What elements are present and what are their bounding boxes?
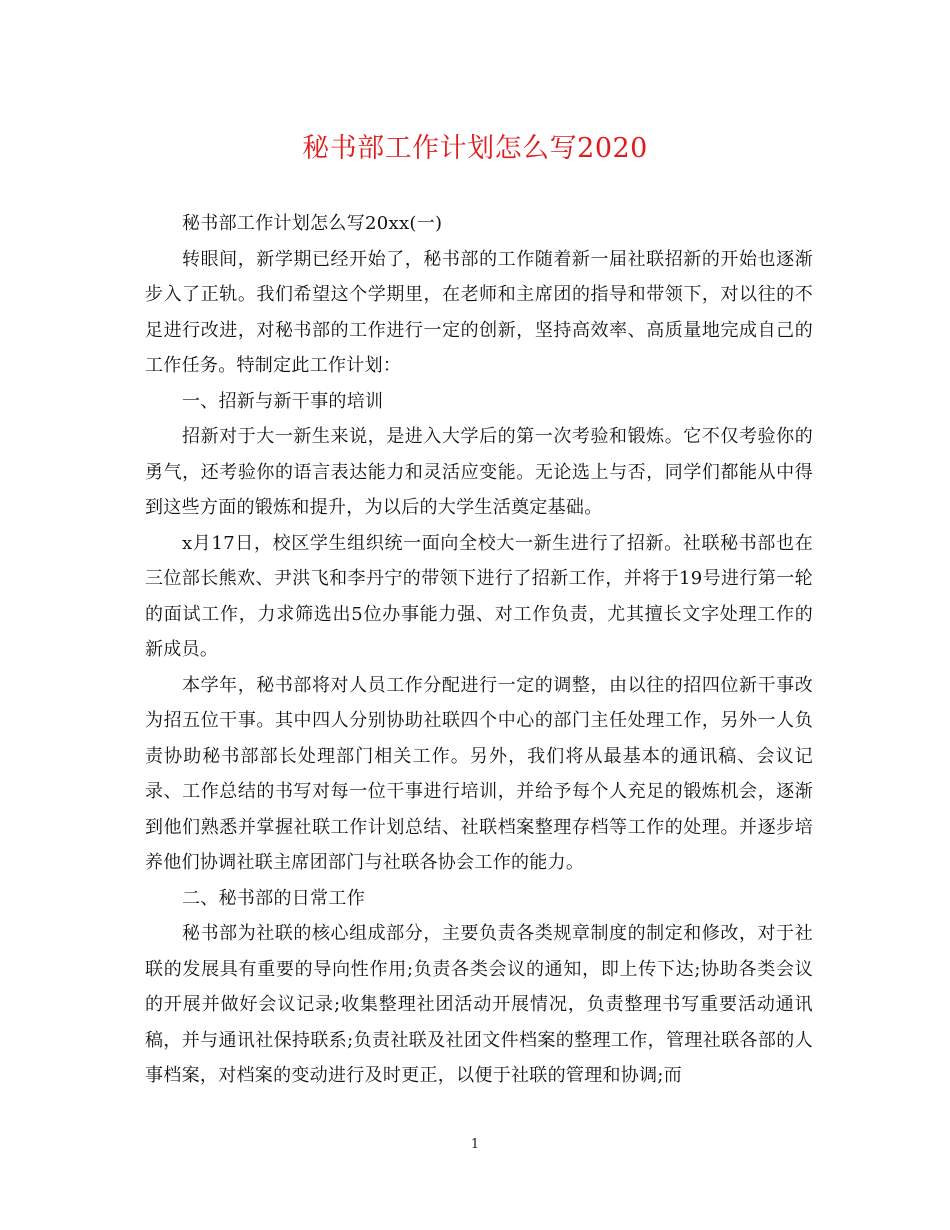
- document-title: 秘书部工作计划怎么写2020: [302, 133, 648, 164]
- subheading-part-one: 秘书部工作计划怎么写20xx(一): [182, 213, 443, 234]
- page-number: 1: [470, 1137, 480, 1152]
- section-heading-recruitment: 一、招新与新干事的培训: [182, 390, 384, 412]
- daily-work-paragraph: 秘书部为社联的核心组成部分，主要负责各类规章制度的制定和修改，对于社联的发展具有重要的导向性作用;负责各类会议的通知，即上传下达;协助各类会议的开展并做好会议记录;收集整理社团活动开展情况，负责整理书写重要活动通讯稿，并与通讯社保持联系;负责社联及社团文件档案的整理工作，管理社联各部的人事档案，对档案的变动进行及时更正，以便于社联的管理和协调;而: [145, 923, 813, 1086]
- document-body: [145, 206, 813, 1094]
- intro-paragraph: 转眼间，新学期已经开始了，秘书部的工作随着新一届社联招新的开始也逐渐步入了正轨。我们希望这个学期里，在老师和主席团的指导和带领下，对以往的不足进行改进，对秘书部的工作进行一定的创新，坚持高效率、高质量地完成自己的工作任务。特制定此工作计划：: [145, 248, 813, 376]
- recruitment-date-paragraph: x月17日，校区学生组织统一面向全校大一新生进行了招新。社联秘书部也在三位部长熊欢、尹洪飞和李丹宁的带领下进行了招新工作，并将于19号进行第一轮的面试工作，力求筛选出5位办事能力强、对工作负责，尤其擅长文字处理工作的新成员。: [145, 532, 813, 660]
- recruitment-paragraph: 招新对于大一新生来说，是进入大学后的第一次考验和锻炼。它不仅考验你的勇气，还考验你的语言表达能力和灵活应变能。无论选上与否，同学们都能从中得到这些方面的锻炼和提升，为以后的大学生活奠定基础。: [145, 426, 813, 518]
- section-heading-daily-work: 二、秘书部的日常工作: [182, 887, 365, 909]
- staff-allocation-paragraph: 本学年，秘书部将对人员工作分配进行一定的调整，由以往的招四位新干事改为招五位干事。其中四人分别协助社联四个中心的部门主任处理工作，另外一人负责协助秘书部部长处理部门相关工作。另外，我们将从最基本的通讯稿、会议记录、工作总结的书写对每一位干事进行培训，并给予每个人充足的锻炼机会，逐渐到他们熟悉并掌握社联工作计划总结、社联档案整理存档等工作的处理。并逐步培养他们协调社联主席团部门与社联各协会工作的能力。: [145, 674, 813, 873]
